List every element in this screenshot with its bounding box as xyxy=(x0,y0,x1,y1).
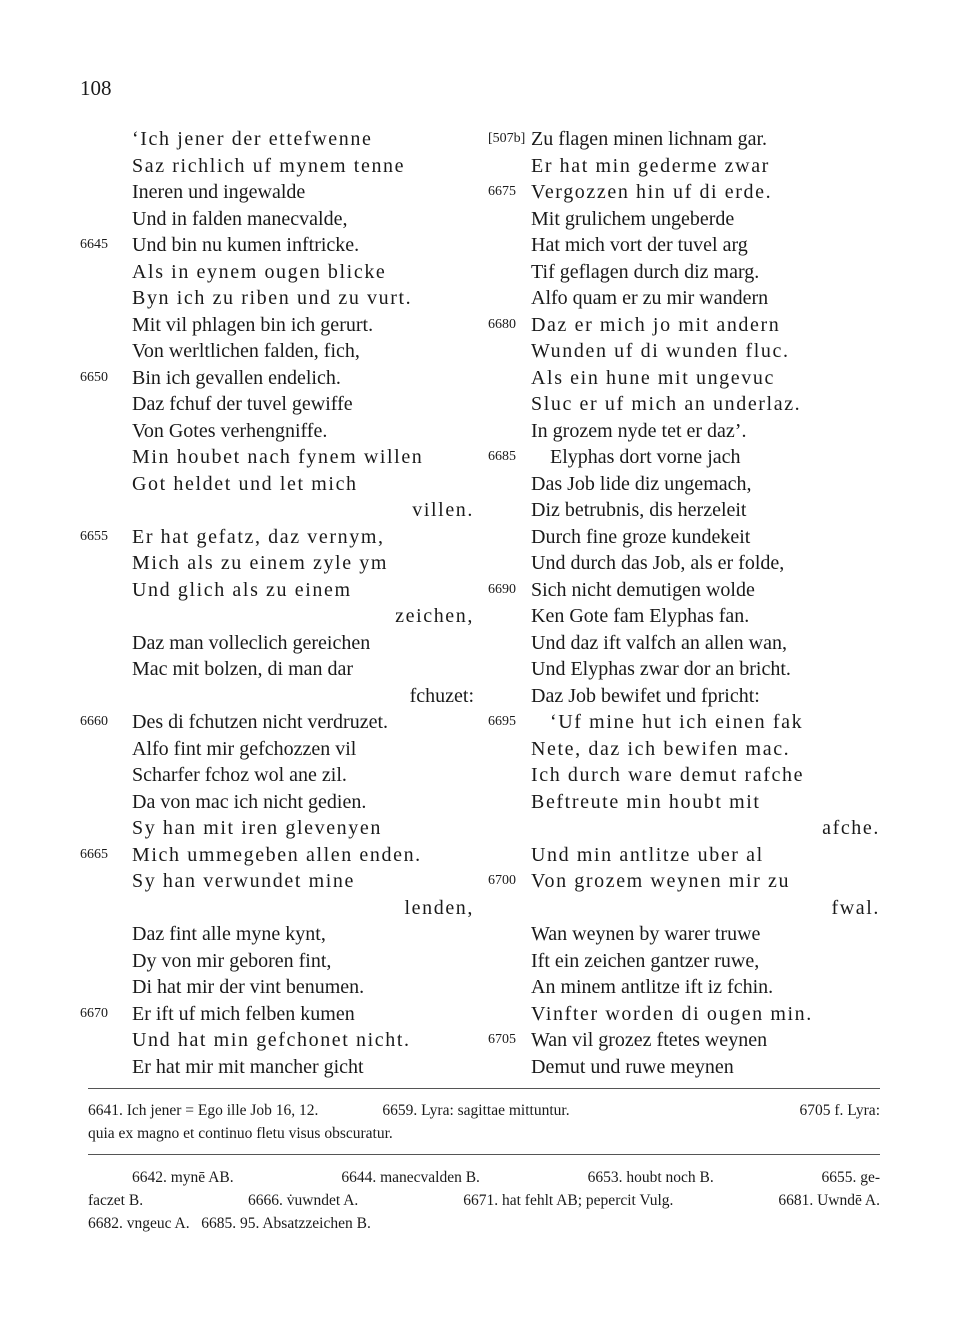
line-number: 6655 xyxy=(80,528,108,544)
verse-text: Er hat gefatz, daz vernym, xyxy=(132,525,385,548)
verse-text: Alfo quam er zu mir wandern xyxy=(531,287,769,309)
verse-line xyxy=(80,550,482,577)
verse-text: Daz er mich jo mit andern xyxy=(531,313,781,336)
verse-line xyxy=(484,312,882,339)
verse-line xyxy=(484,418,882,445)
verse-text: villen. xyxy=(412,499,474,521)
verse-text: Dy von mir geboren fint, xyxy=(132,949,332,972)
verse-text: Saz richlich uf mynem tenne xyxy=(132,154,406,177)
apparatus-note: 6666. v̇uwndet A. xyxy=(248,1192,359,1209)
verse-text: Er hat min gederme zwar xyxy=(531,154,770,177)
verse-text: Wunden uf di wunden fluc. xyxy=(531,340,790,362)
verse-text: ‘Uf mine hut ich einen fak xyxy=(550,711,804,733)
commentary-footnotes xyxy=(88,1099,880,1145)
verse-line xyxy=(80,868,482,895)
verse-line xyxy=(484,338,882,365)
verse-line xyxy=(484,948,882,975)
verse-line xyxy=(80,789,482,816)
verse-line xyxy=(484,259,882,286)
verse-line xyxy=(80,365,482,392)
verse-text: Mich als zu einem zyle ym xyxy=(132,552,389,574)
verse-text: afche. xyxy=(822,817,880,839)
verse-line xyxy=(484,789,882,816)
verse-line xyxy=(484,1001,882,1028)
verse-line xyxy=(80,948,482,975)
line-number: 6705 xyxy=(488,1032,516,1047)
verse-text: Vergozzen hin uf di erde. xyxy=(531,181,773,203)
line-number: 6650 xyxy=(80,369,108,385)
verse-text: Und bin nu kumen inftricke. xyxy=(132,234,360,256)
verse-line xyxy=(80,285,482,312)
verse-text: Und hat min gefchonet nicht. xyxy=(132,1029,411,1051)
verse-text: zeichen, xyxy=(395,605,474,627)
footnote-divider xyxy=(88,1088,880,1089)
verse-line xyxy=(484,153,882,180)
apparatus-note: 6642. mynē AB. xyxy=(132,1169,234,1186)
verse-line xyxy=(484,683,882,710)
line-number: 6685 xyxy=(488,449,516,464)
verse-text: Daz Job bewifet und fpricht: xyxy=(531,684,760,707)
commentary-note: 6705 f. Lyra: xyxy=(799,1102,880,1119)
verse-line xyxy=(484,921,882,948)
verse-text: Und durch das Job, als er folde, xyxy=(531,552,785,574)
apparatus-note: 6671. hat fehlt AB; pepercit Vulg. xyxy=(463,1192,674,1209)
verse-text: Und glich als zu einem xyxy=(132,578,352,601)
apparatus-note: 6653. houbt noch B. xyxy=(587,1169,714,1186)
verse-text: Vinfter worden di ougen min. xyxy=(531,1002,813,1025)
verse-line xyxy=(484,126,882,153)
verse-text: Durch fine groze kundekeit xyxy=(531,525,751,548)
verse-line xyxy=(80,974,482,1001)
verse-line xyxy=(484,868,882,895)
verse-text: Und Elyphas zwar dor an bricht. xyxy=(531,658,791,680)
verse-line xyxy=(80,921,482,948)
verse-line xyxy=(484,550,882,577)
critical-apparatus xyxy=(88,1166,880,1235)
verse-line xyxy=(484,285,882,312)
verse-text: Als ein hune mit ungevuc xyxy=(531,366,775,389)
line-number: 6675 xyxy=(488,184,516,199)
commentary-note: 6641. Ich jener = Ego ille Job 16, 12. xyxy=(88,1102,319,1119)
verse-line xyxy=(80,126,482,153)
verse-text: Er hat mir mit mancher gicht xyxy=(132,1055,364,1078)
verse-text: Wan vil grozez ftetes weynen xyxy=(531,1029,768,1051)
verse-text: Und min antlitze uber al xyxy=(531,843,764,866)
verse-text: Mich ummegeben allen enden. xyxy=(132,843,422,866)
verse-line xyxy=(484,471,882,498)
verse-text: Nete, daz ich bewifen mac. xyxy=(531,737,791,760)
verse-line xyxy=(80,444,482,471)
verse-text: Des di fchutzen nicht verdruzet. xyxy=(132,711,389,733)
verse-text: Und in falden manecvalde, xyxy=(132,207,348,230)
verse-line xyxy=(484,444,882,471)
line-number: 6680 xyxy=(488,316,516,332)
verse-text: Demut und ruwe meynen xyxy=(531,1055,734,1078)
verse-line xyxy=(484,391,882,418)
line-number: 6700 xyxy=(488,873,516,888)
verse-text: Ift ein zeichen gantzer ruwe, xyxy=(531,949,760,972)
verse-line xyxy=(80,1054,482,1081)
verse-line xyxy=(484,179,882,206)
verse-text: Da von mac ich nicht gedien. xyxy=(132,790,367,813)
verse-text: Di hat mir der vint benumen. xyxy=(132,976,365,998)
verse-line xyxy=(80,179,482,206)
verse-line xyxy=(80,418,482,445)
verse-line xyxy=(80,895,482,922)
apparatus-line xyxy=(88,1189,880,1212)
line-number: [507b] xyxy=(488,131,526,146)
verse-text: Mit vil phlagen bin ich gerurt. xyxy=(132,313,374,336)
verse-text: An minem antlitze ift iz fchin. xyxy=(531,976,774,998)
verse-text: Von werltlichen falden, fich, xyxy=(132,340,360,362)
verse-text: Byn ich zu riben und zu vurt. xyxy=(132,287,413,309)
verse-line xyxy=(484,603,882,630)
verse-line xyxy=(80,1027,482,1054)
verse-text: Wan weynen by warer truwe xyxy=(531,923,761,945)
verse-text: Sy han mit iren glevenyen xyxy=(132,817,382,839)
verse-column-left xyxy=(80,126,482,1080)
verse-line xyxy=(484,762,882,789)
verse-text: Ineren und ingewalde xyxy=(132,181,306,203)
verse-line xyxy=(80,842,482,869)
line-number: 6690 xyxy=(488,581,516,597)
verse-line xyxy=(80,338,482,365)
verse-text: Daz fint alle myne kynt, xyxy=(132,923,326,945)
verse-line xyxy=(80,153,482,180)
verse-text: Daz fchuf der tuvel gewiffe xyxy=(132,393,353,415)
verse-text: Mit grulichem ungeberde xyxy=(531,207,735,230)
verse-text: Mac mit bolzen, di man dar xyxy=(132,658,354,680)
verse-line xyxy=(80,471,482,498)
verse-line xyxy=(80,815,482,842)
verse-text: Bin ich gevallen endelich. xyxy=(132,366,341,389)
verse-line xyxy=(484,365,882,392)
verse-line xyxy=(80,603,482,630)
verse-line xyxy=(80,206,482,233)
verse-text: Got heldet und let mich xyxy=(132,472,358,495)
verse-text: Tif geflagen durch diz marg. xyxy=(531,260,760,283)
apparatus-note: 6644. manecvalden B. xyxy=(341,1169,480,1186)
verse-line xyxy=(80,683,482,710)
verse-text: Von grozem weynen mir zu xyxy=(531,870,791,892)
verse-text: In grozem nyde tet er daz’. xyxy=(531,419,747,442)
verse-line xyxy=(80,259,482,286)
verse-line xyxy=(80,497,482,524)
verse-line xyxy=(80,391,482,418)
verse-line xyxy=(484,656,882,683)
verse-line xyxy=(484,842,882,869)
verse-text: Er ift uf mich felben kumen xyxy=(132,1002,355,1025)
line-number: 6670 xyxy=(80,1005,108,1021)
verse-line xyxy=(484,895,882,922)
verse-text: Scharfer fchoz wol ane zil. xyxy=(132,764,347,786)
commentary-line xyxy=(88,1099,880,1122)
commentary-line: quia ex magno et continuo fletu visus obscuratur. xyxy=(88,1125,393,1142)
verse-line xyxy=(484,232,882,259)
verse-text: Min houbet nach fynem willen xyxy=(132,446,424,468)
verse-line xyxy=(80,630,482,657)
verse-text: Sluc er uf mich an underlaz. xyxy=(531,393,802,415)
verse-text: lenden, xyxy=(404,896,474,919)
apparatus-line xyxy=(88,1166,880,1189)
verse-line xyxy=(484,736,882,763)
verse-line xyxy=(80,577,482,604)
verse-column-right xyxy=(484,126,882,1080)
apparatus-divider xyxy=(88,1154,880,1155)
line-number: 6665 xyxy=(80,846,108,862)
verse-text: Von Gotes verhengniffe. xyxy=(132,419,328,442)
verse-line xyxy=(484,630,882,657)
verse-line xyxy=(484,1054,882,1081)
verse-text: fchuzet: xyxy=(409,684,474,707)
verse-line xyxy=(80,232,482,259)
verse-line xyxy=(484,524,882,551)
verse-text: Diz betrubnis, dis herzeleit xyxy=(531,499,747,521)
verse-line xyxy=(80,312,482,339)
verse-text: Ich durch ware demut rafche xyxy=(531,764,805,786)
verse-line xyxy=(484,577,882,604)
verse-text: Daz man volleclich gereichen xyxy=(132,631,371,654)
verse-line xyxy=(484,709,882,736)
verse-text: Zu flagen minen lichnam gar. xyxy=(531,128,768,150)
verse-line xyxy=(80,656,482,683)
verse-line xyxy=(80,709,482,736)
page-number: 108 xyxy=(80,76,112,100)
verse-text: Alfo fint mir gefchozzen vil xyxy=(132,737,357,760)
verse-line xyxy=(484,206,882,233)
line-number: 6695 xyxy=(488,714,516,729)
verse-line xyxy=(484,497,882,524)
verse-line xyxy=(80,762,482,789)
verse-line xyxy=(484,974,882,1001)
verse-text: ‘Ich jener der ettefwenne xyxy=(132,128,373,150)
apparatus-note: faczet B. xyxy=(88,1192,144,1209)
verse-text: Sich nicht demutigen wolde xyxy=(531,578,755,601)
verse-text: Hat mich vort der tuvel arg xyxy=(531,234,748,256)
verse-text: Das Job lide diz ungemach, xyxy=(531,472,752,495)
verse-text: Und daz ift valfch an allen wan, xyxy=(531,631,788,654)
verse-text: fwal. xyxy=(831,896,880,919)
apparatus-note: 6681. Uwndē A. xyxy=(778,1192,880,1209)
line-number: 6660 xyxy=(80,714,108,729)
verse-line xyxy=(80,1001,482,1028)
verse-line xyxy=(484,815,882,842)
apparatus-line: 6682. vngeuc A. 6685. 95. Absatzzeichen B. xyxy=(88,1215,371,1232)
verse-line xyxy=(80,524,482,551)
verse-text: Elyphas dort vorne jach xyxy=(550,446,741,468)
verse-text: Als in eynem ougen blicke xyxy=(132,260,387,283)
apparatus-note: 6655. ge- xyxy=(821,1169,880,1186)
verse-text: Beftreute min houbt mit xyxy=(531,790,761,813)
verse-line xyxy=(80,736,482,763)
line-number: 6645 xyxy=(80,237,108,252)
verse-line xyxy=(484,1027,882,1054)
verse-text: Sy han verwundet mine xyxy=(132,870,356,892)
verse-text: Ken Gote fam Elyphas fan. xyxy=(531,605,750,627)
commentary-note: 6659. Lyra: sagittae mittuntur. xyxy=(382,1102,570,1119)
